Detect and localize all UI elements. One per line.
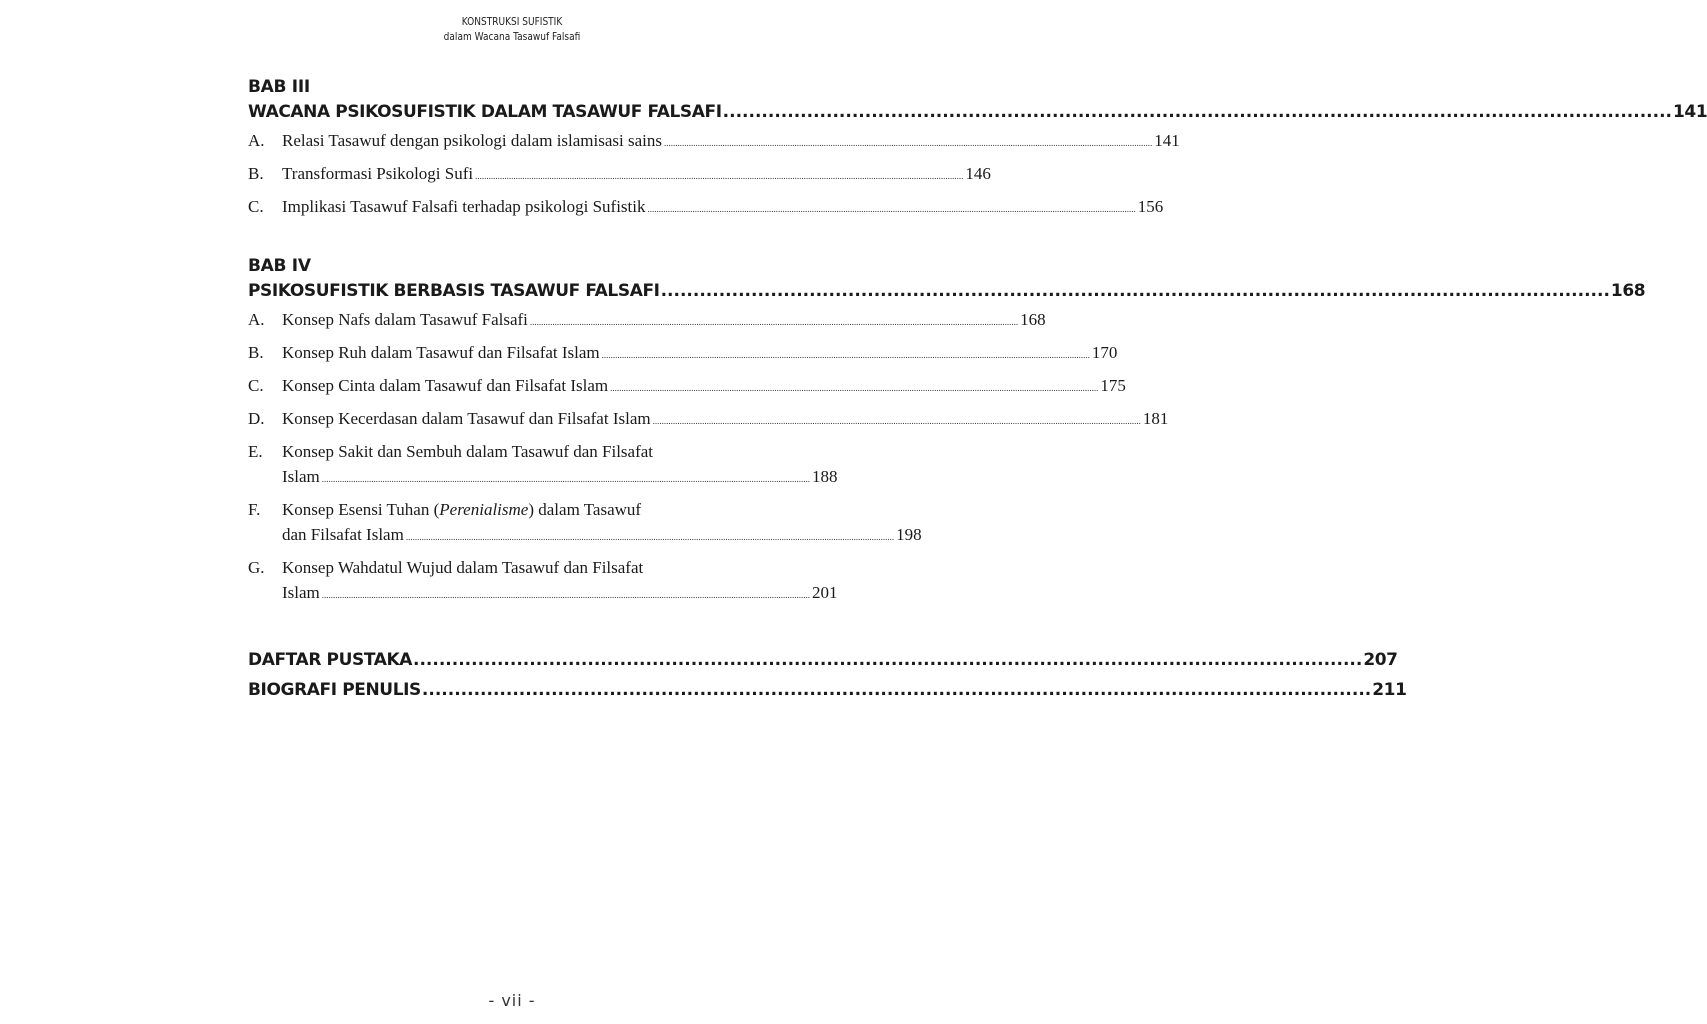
dot-leader bbox=[475, 164, 963, 189]
toc-entry[interactable] bbox=[248, 555, 838, 608]
entry-page: 141 bbox=[1154, 131, 1180, 150]
dot-leader bbox=[723, 99, 1672, 125]
entry-page: 146 bbox=[965, 164, 991, 183]
back-matter-daftar-pustaka[interactable] bbox=[248, 645, 1398, 675]
chapter-title-row[interactable] bbox=[248, 99, 1707, 125]
entry-letter: G. bbox=[248, 558, 265, 577]
entry-text: Implikasi Tasawuf Falsafi terhadap psikologi Sufistik bbox=[282, 197, 646, 216]
toc-entry[interactable] bbox=[248, 406, 1169, 434]
entry-text-continued: Islam bbox=[282, 583, 320, 602]
entry-page: 198 bbox=[896, 525, 922, 544]
chapter-page: 141 bbox=[1672, 102, 1707, 122]
dot-leader bbox=[406, 525, 894, 550]
dot-leader bbox=[422, 675, 1371, 705]
entry-page: 170 bbox=[1091, 343, 1118, 362]
dot-leader bbox=[322, 467, 810, 492]
back-matter-title: BIOGRAFI PENULIS bbox=[248, 680, 421, 700]
chapter-title: PSIKOSUFISTIK BERBASIS TASAWUF FALSAFI bbox=[248, 281, 660, 301]
chapter-title-row[interactable] bbox=[248, 278, 1646, 304]
entry-page: 188 bbox=[812, 467, 838, 486]
entry-letter: C. bbox=[248, 197, 264, 216]
entry-text: Transformasi Psikologi Sufi bbox=[282, 164, 474, 183]
entry-text: Konsep Wahdatul Wujud dalam Tasawuf dan Filsafat bbox=[282, 558, 644, 577]
entry-text-continued: dan Filsafat Islam bbox=[282, 525, 404, 544]
entry-letter: F. bbox=[248, 500, 261, 519]
entry-text: Relasi Tasawuf dengan psikologi dalam islamisasi sains bbox=[282, 131, 662, 150]
chapter-label: BAB III bbox=[248, 77, 310, 97]
entry-page: 181 bbox=[1142, 409, 1169, 428]
entry-text-continued: Islam bbox=[282, 467, 320, 486]
toc-entry[interactable] bbox=[248, 373, 1126, 401]
book-subtitle: dalam Wacana Tasawuf Falsafi bbox=[443, 30, 581, 43]
toc-entry[interactable] bbox=[248, 497, 922, 550]
toc-entry[interactable] bbox=[248, 439, 838, 492]
page-number: - vii - bbox=[488, 991, 536, 1010]
dot-leader bbox=[322, 583, 810, 608]
chapter-label: BAB IV bbox=[248, 256, 311, 276]
chapter-bab-iv bbox=[248, 254, 1646, 608]
entry-text-italic: Perenialisme bbox=[439, 500, 529, 519]
entry-page: 156 bbox=[1137, 197, 1164, 216]
entry-letter: D. bbox=[248, 409, 265, 428]
entry-letter: C. bbox=[248, 376, 264, 395]
entry-letter: A. bbox=[248, 310, 265, 329]
table-of-contents bbox=[248, 75, 1707, 705]
back-matter-title: DAFTAR PUSTAKA bbox=[248, 650, 412, 670]
entry-text: Konsep Sakit dan Sembuh dalam Tasawuf dan Filsafat bbox=[282, 442, 654, 461]
book-title: KONSTRUKSI SUFISTIK bbox=[461, 15, 563, 28]
back-matter-biografi-penulis[interactable] bbox=[248, 675, 1407, 705]
dot-leader bbox=[602, 343, 1090, 368]
entry-page: 168 bbox=[1020, 310, 1046, 329]
chapter-title: WACANA PSIKOSUFISTIK DALAM TASAWUF FALSAFI bbox=[248, 102, 722, 122]
dot-leader bbox=[610, 376, 1098, 401]
toc-entry[interactable] bbox=[248, 340, 1118, 368]
back-matter-page: 207 bbox=[1363, 650, 1398, 670]
dot-leader bbox=[661, 278, 1610, 304]
dot-leader bbox=[664, 131, 1152, 156]
entry-page: 175 bbox=[1100, 376, 1126, 395]
dot-leader bbox=[530, 310, 1018, 335]
toc-entry[interactable] bbox=[248, 307, 1046, 335]
entry-text: Konsep Kecerdasan dalam Tasawuf dan Filsafat Islam bbox=[282, 409, 651, 428]
entry-text: Konsep Ruh dalam Tasawuf dan Filsafat Islam bbox=[282, 343, 600, 362]
entry-letter: B. bbox=[248, 164, 264, 183]
entry-letter: B. bbox=[248, 343, 264, 362]
toc-entry[interactable] bbox=[248, 128, 1180, 156]
entry-letter: A. bbox=[248, 131, 265, 150]
chapter-page: 168 bbox=[1610, 281, 1646, 301]
chapter-bab-iii bbox=[248, 75, 1707, 222]
toc-entry[interactable] bbox=[248, 194, 1164, 222]
dot-leader bbox=[647, 197, 1135, 222]
toc-entry[interactable] bbox=[248, 161, 991, 189]
back-matter-page: 211 bbox=[1372, 680, 1407, 700]
entry-letter: E. bbox=[248, 442, 263, 461]
entry-text: Konsep Nafs dalam Tasawuf Falsafi bbox=[282, 310, 528, 329]
entry-text: Konsep Cinta dalam Tasawuf dan Filsafat Islam bbox=[282, 376, 609, 395]
running-head bbox=[92, 14, 932, 44]
dot-leader bbox=[413, 645, 1362, 675]
entry-page: 201 bbox=[812, 583, 838, 602]
entry-text: Konsep Esensi Tuhan (Perenialisme) dalam Tasawuf bbox=[282, 500, 642, 519]
dot-leader bbox=[653, 409, 1141, 434]
